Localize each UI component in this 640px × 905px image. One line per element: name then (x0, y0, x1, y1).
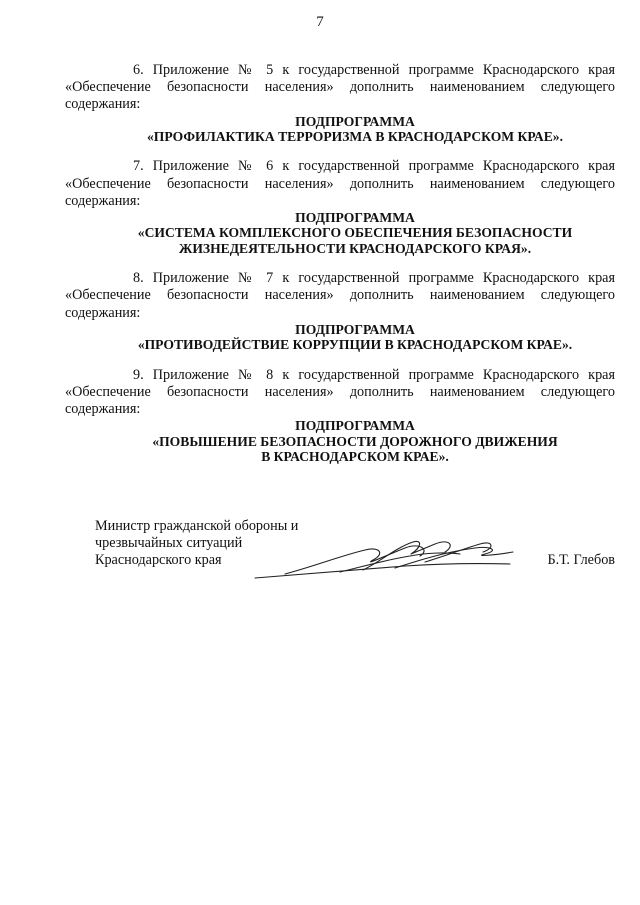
amendment-item-9 (65, 366, 615, 465)
paragraph-line: 8. Приложение № 7 к государственной программе Краснодарского края (133, 270, 615, 287)
signatory-title-line: чрезвычайных ситуаций (95, 535, 243, 552)
subprogram-heading (95, 418, 615, 464)
heading-line: ПОДПРОГРАММА (295, 113, 415, 129)
heading-line: В КРАСНОДАРСКОМ КРАЕ». (261, 449, 449, 465)
heading-line: ПОДПРОГРАММА (295, 418, 415, 434)
heading-line: ПОДПРОГРАММА (295, 321, 415, 337)
paragraph-line: «Обеспечение безопасности населения» дополнить наименованием следующего (65, 175, 615, 192)
heading-line: «ПРОТИВОДЕЙСТВИЕ КОРРУПЦИИ В КРАСНОДАРСКОМ КРАЕ». (137, 337, 573, 353)
amendment-paragraph (65, 366, 615, 419)
page-number: 7 (316, 14, 324, 30)
heading-line: ЖИЗНЕДЕЯТЕЛЬНОСТИ КРАСНОДАРСКОГО КРАЯ». (178, 240, 532, 256)
amendment-item-6 (65, 62, 615, 145)
amendment-item-7 (65, 158, 615, 256)
paragraph-line: содержания: (65, 192, 141, 209)
paragraph-line: «Обеспечение безопасности населения» дополнить наименованием следующего (65, 383, 615, 400)
document-body (65, 62, 615, 465)
paragraph-line: «Обеспечение безопасности населения» дополнить наименованием следующего (65, 287, 615, 304)
paragraph-line: содержания: (65, 304, 141, 321)
signature-block (95, 518, 615, 588)
heading-line: «ПРОФИЛАКТИКА ТЕРРОРИЗМА В КРАСНОДАРСКОМ КРАЕ». (146, 129, 564, 145)
paragraph-line: «Обеспечение безопасности населения» дополнить наименованием следующего (65, 79, 615, 96)
subprogram-heading (95, 210, 615, 256)
signatory-name: Б.Т. Глебов (547, 552, 615, 568)
paragraph-line: содержания: (65, 401, 141, 418)
amendment-paragraph (65, 62, 615, 114)
amendment-paragraph (65, 270, 615, 322)
heading-line: «СИСТЕМА КОМПЛЕКСНОГО ОБЕСПЕЧЕНИЯ БЕЗОПАСНОСТИ (137, 225, 573, 241)
subprogram-heading (95, 322, 615, 353)
amendment-item-8 (65, 270, 615, 353)
paragraph-line: содержания: (65, 96, 141, 113)
signatory-title-line: Министр гражданской обороны и (95, 518, 299, 534)
amendment-paragraph (65, 158, 615, 210)
heading-line: ПОДПРОГРАММА (295, 210, 415, 226)
handwritten-signature (245, 526, 545, 586)
paragraph-line: 7. Приложение № 6 к государственной программе Краснодарского края (133, 158, 615, 175)
signatory-title-line: Краснодарского края (95, 552, 222, 569)
paragraph-line: 9. Приложение № 8 к государственной программе Краснодарского края (133, 366, 615, 383)
subprogram-heading (95, 114, 615, 145)
heading-line: «ПОВЫШЕНИЕ БЕЗОПАСНОСТИ ДОРОЖНОГО ДВИЖЕНИЯ (152, 433, 558, 449)
paragraph-line: 6. Приложение № 5 к государственной программе Краснодарского края (133, 62, 615, 78)
